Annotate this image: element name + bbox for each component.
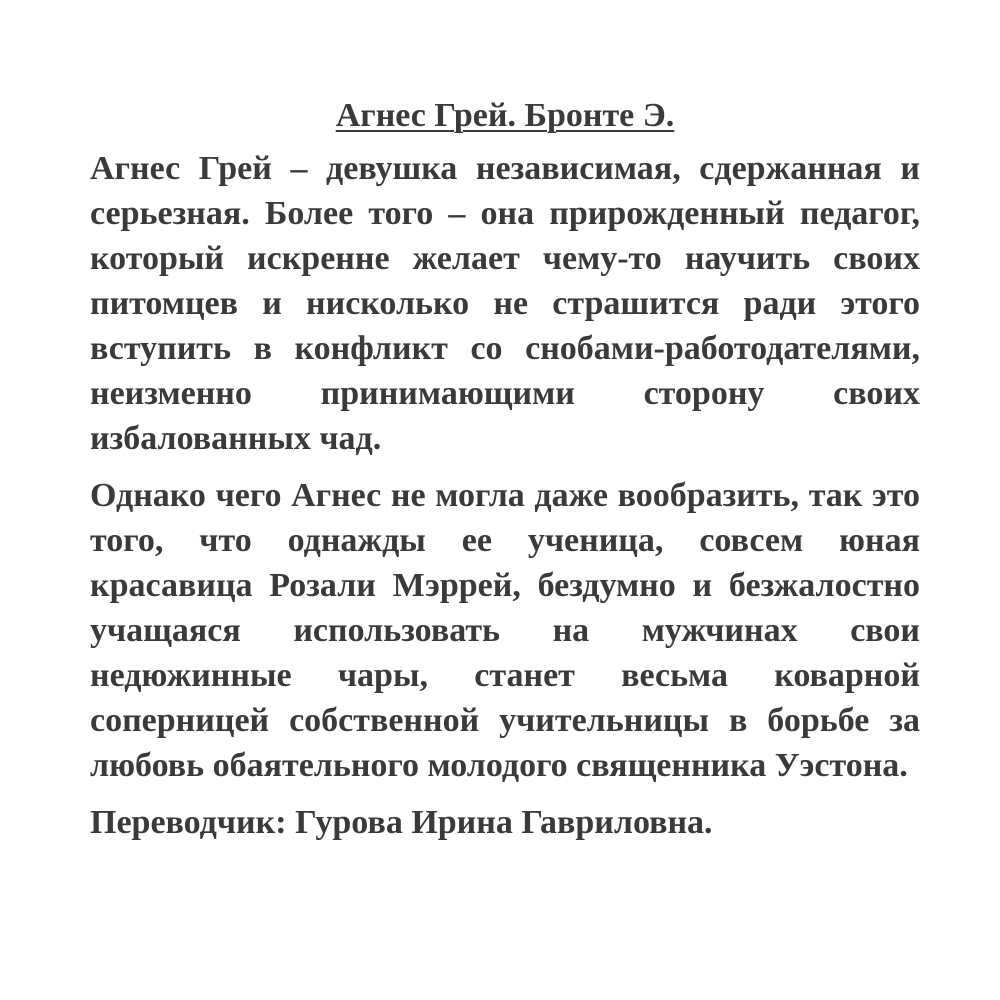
book-title: Агнес Грей. Бронте Э. (335, 97, 675, 134)
description-paragraph-1: Агнес Грей – девушка независимая, сдержанная и серьезная. Более того – она прирожденный педагог, который искренне желает чему-то научить своих питомцев и нисколько не страшится ради этого вступить в конфликт со снобами-работодателями, неизменно принимающими сторону своих избалованных чад. (90, 150, 920, 457)
description-paragraph-2: Однако чего Агнес не могла даже вообразить, так это того, что однажды ее ученица, совсем юная красавица Розали Мэррей, бездумно и безжалостно учащаяся использовать на мужчинах свои недюжинные чары, станет весьма коварной соперницей собственной учительницы в борьбе за любовь обаятельного молодого священника Уэстона. (90, 477, 920, 784)
translator-credit: Переводчик: Гурова Ирина Гавриловна. (90, 804, 713, 841)
